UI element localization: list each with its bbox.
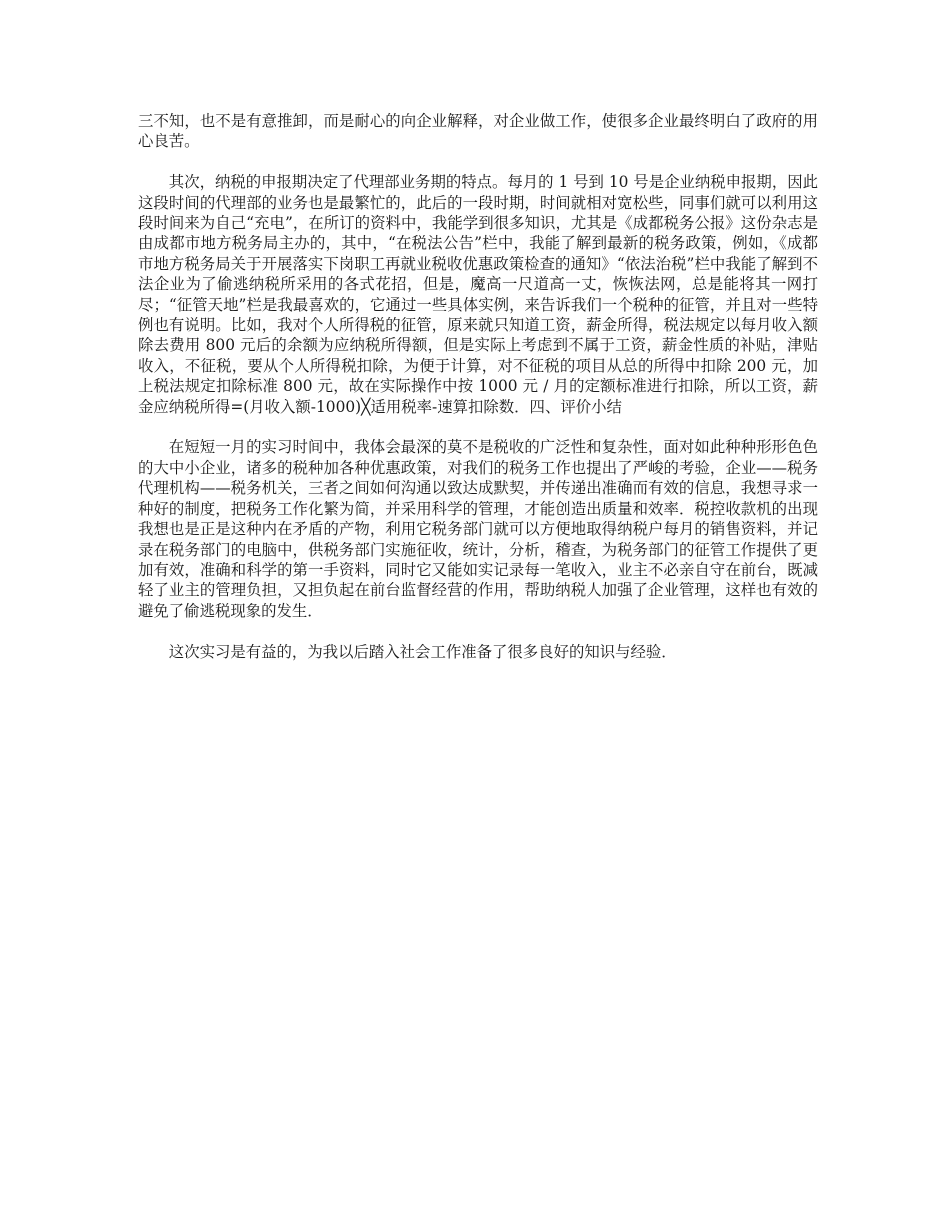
paragraph-filing-period: 其次，纳税的申报期决定了代理部业务期的特点。每月的 1 号到 10 号是企业纳税申报期，因此这段时间的代理部的业务也是最繁忙的，此后的一段时期，时间就相对宽松些，同事们就可以利用这段时间来为自己“充电”，在所订的资料中，我能学到很多知识，尤其是《成都税务公报》这份杂志是由成都市地方税务局主办的，其中，“在税法公告”栏中，我能了解到最新的税务政策，例如，《成都市地方税务局关于开展落实下岗职工再就业税收优惠政策检查的通知》“依法治税”栏中我能了解到不法企业为了偷逃纳税所采用的各式花招，但是，魔高一尺道高一丈，恢恢法网，总是能将其一网打尽；“征管天地”栏是我最喜欢的，它通过一些具体实例，来告诉我们一个税种的征管，并且对一些特例也有说明。比如，我对个人所得税的征管，原来就只知道工资，薪金所得，税法规定以每月收入额除去费用 800 元后的余额为应纳税所得额，但是实际上考虑到不属于工资，薪金性质的补贴，津贴收入，不征税，要从个人所得税扣除，为便于计算，对不征税的项目从总的所得中扣除 200 元，加上税法规定扣除标准 800 元，故在实际操作中按 1000 元 / 月的定额标准进行扣除，所以工资，薪金应纳税所得=(月收入额-1000)╳适用税率-速算扣除数．四、评价小结 <box>138 173 818 416</box>
paragraph-conclusion: 这次实习是有益的，为我以后踏入社会工作准备了很多良好的知识与经验． <box>168 642 677 661</box>
document-body <box>138 111 818 682</box>
paragraph-internship-reflection: 在短短一月的实习时间中，我体会最深的莫不是税收的广泛性和复杂性，面对如此种种形形色色的大中小企业，诸多的税种加各种优惠政策，对我们的税务工作也提出了严峻的考验，企业——税务代理机构——税务机关，三者之间如何沟通以致达成默契，并传递出准确而有效的信息，我想寻求一种好的制度，把税务工作化繁为简，并采用科学的管理，才能创造出质量和效率．税控收款机的出现我想也是正是这种内在矛盾的产物，利用它税务部门就可以方便地取得纳税户每月的销售资料，并记录在税务部门的电脑中，供税务部门实施征收，统计，分析，稽查，为税务部门的征管工作提供了更加有效，准确和科学的第一手资料，同时它又能如实记录每一笔收入，业主不必亲自守在前台，既减轻了业主的管理负担，又担负起在前台监督经营的作用，帮助纳税人加强了企业管理，这样也有效的避免了偷逃税现象的发生． <box>138 438 818 620</box>
paragraph-continuation: 三不知，也不是有意推卸，而是耐心的向企业解释，对企业做工作，使很多企业最终明白了政府的用心良苦。 <box>138 112 818 151</box>
